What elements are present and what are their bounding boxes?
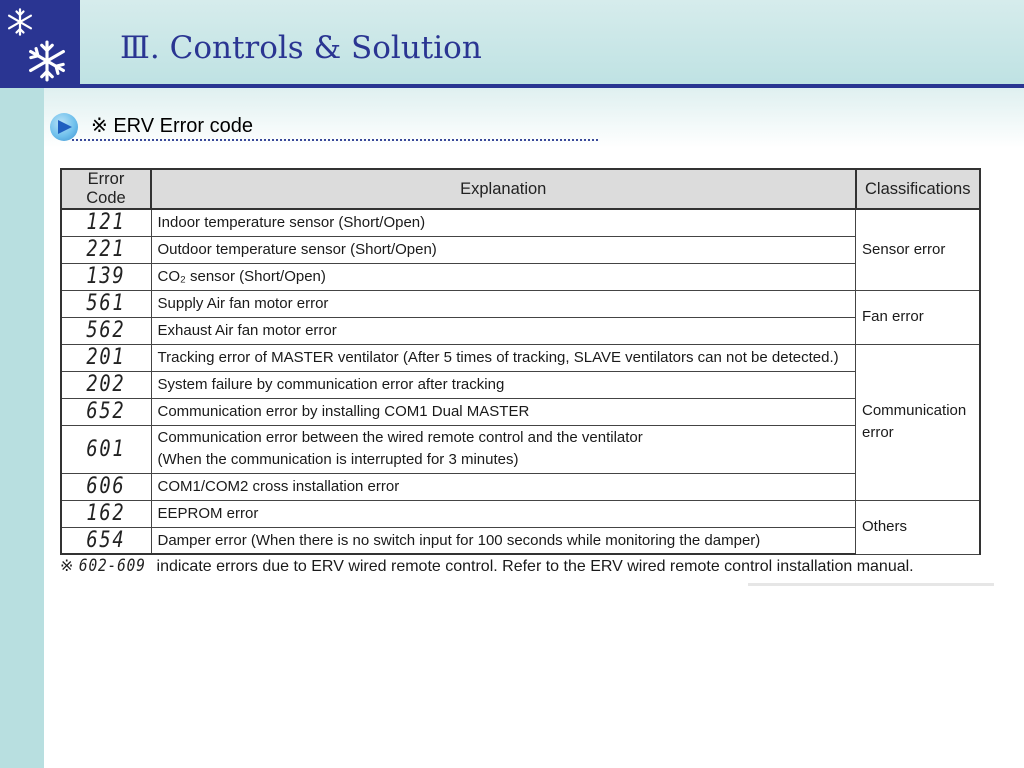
explanation-cell: Supply Air fan motor error: [151, 290, 856, 317]
error-code-value: 606: [86, 474, 126, 499]
error-code-cell: [61, 527, 151, 554]
snowflake-icon: [6, 8, 34, 36]
play-bullet-icon: [57, 119, 73, 135]
error-code-cell: [61, 473, 151, 500]
table-row: [61, 527, 980, 554]
explanation-line2: (When the communication is interrupted for 3 minutes): [157, 451, 519, 468]
classification-cell-fan: Fan error: [856, 290, 981, 344]
table-row: [61, 209, 980, 236]
explanation-cell: CO₂ sensor (Short/Open): [151, 263, 856, 290]
column-header-explanation: Explanation: [151, 169, 856, 209]
error-code-table: [60, 168, 981, 555]
error-code-cell: [61, 344, 151, 371]
error-code-value: 121: [86, 210, 126, 236]
error-code-value: 221: [86, 237, 126, 262]
table-row: [61, 317, 980, 344]
explanation-cell: Outdoor temperature sensor (Short/Open): [151, 236, 856, 263]
table-row: [61, 263, 980, 290]
error-code-value: 652: [86, 399, 126, 424]
explanation-cell: Damper error (When there is no switch input for 100 seconds while monitoring the damper): [151, 527, 856, 554]
section-bullet: [50, 113, 78, 141]
snowflake-icon: [26, 40, 68, 82]
explanation-cell: Indoor temperature sensor (Short/Open): [151, 209, 856, 236]
table-row: [61, 344, 980, 371]
classification-cell-others: Others: [856, 500, 981, 554]
table-row: [61, 236, 980, 263]
explanation-cell: Tracking error of MASTER ventilator (After 5 times of tracking, SLAVE ventilators can not be detected.): [151, 344, 856, 371]
classification-communication-line2: error: [862, 424, 894, 441]
error-code-value: 139: [86, 264, 126, 289]
error-code-cell: [61, 263, 151, 290]
logo: [0, 0, 80, 88]
footnote: [60, 556, 914, 576]
error-code-value: 562: [86, 318, 126, 343]
table-row: [61, 371, 980, 398]
error-code-cell: [61, 209, 151, 236]
error-code-value: 654: [86, 527, 126, 553]
error-code-value: 201: [86, 345, 126, 370]
table-row: [61, 473, 980, 500]
error-code-cell: [61, 500, 151, 527]
error-code-value: 561: [86, 291, 126, 316]
column-header-classifications: Classifications: [856, 169, 981, 209]
faint-divider: [748, 583, 994, 586]
page-title: Ⅲ. Controls & Solution: [120, 30, 482, 66]
explanation-cell: Communication error by installing COM1 Dual MASTER: [151, 398, 856, 425]
classification-communication-line1: Communication: [862, 402, 967, 419]
error-code-value: 601: [86, 436, 126, 462]
classification-cell-communication: [856, 344, 981, 500]
error-code-cell: [61, 371, 151, 398]
table-row: [61, 425, 980, 473]
error-code-cell: [61, 290, 151, 317]
explanation-cell: Exhaust Air fan motor error: [151, 317, 856, 344]
explanation-cell: EEPROM error: [151, 500, 856, 527]
explanation-line1: Communication error between the wired remote control and the ventilator: [157, 429, 643, 446]
explanation-cell: System failure by communication error after tracking: [151, 371, 856, 398]
table-row: [61, 398, 980, 425]
column-header-error-code: Error Code: [61, 169, 151, 209]
footnote-text: indicate errors due to ERV wired remote control. Refer to the ERV wired remote control installation manual.: [152, 558, 914, 575]
table-row: [61, 290, 980, 317]
table-row: [61, 500, 980, 527]
error-code-cell: [61, 425, 151, 473]
error-code-cell: [61, 236, 151, 263]
table-header-row: [61, 169, 980, 209]
section-heading: ※ ERV Error code: [91, 115, 254, 137]
error-code-cell: [61, 317, 151, 344]
explanation-cell: COM1/COM2 cross installation error: [151, 473, 856, 500]
error-code-value: 202: [86, 372, 126, 397]
explanation-cell: [151, 425, 856, 473]
classification-cell-sensor: Sensor error: [856, 209, 981, 290]
footnote-code-range: 602-609: [79, 556, 147, 576]
error-code-cell: [61, 398, 151, 425]
left-band: [0, 88, 44, 768]
footnote-prefix: ※: [60, 558, 74, 575]
error-code-value: 162: [86, 501, 126, 526]
dotted-divider: [72, 139, 598, 141]
